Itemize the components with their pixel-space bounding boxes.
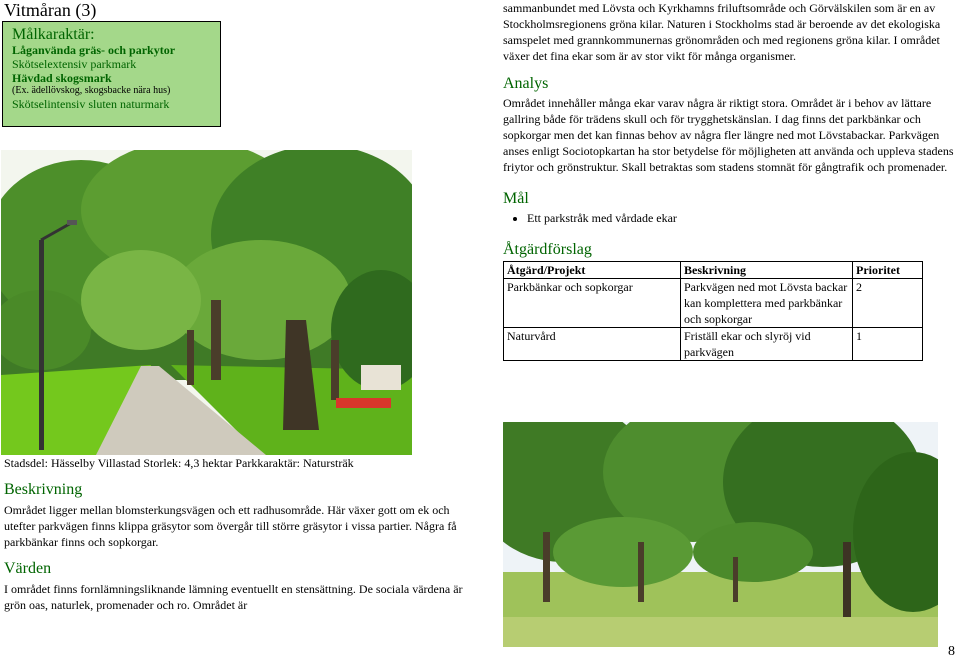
table-header-row [504,262,923,279]
column-header-priority: Prioritet [853,262,923,279]
target-line-1: Låganvända gräs- och parkytor [12,43,176,57]
column-header-action: Åtgärd/Projekt [504,262,681,279]
description-heading: Beskrivning [4,481,83,498]
left-column [4,455,474,613]
analysis-text: Området innehåller många ekar varav några är riktigt stora. Området är i behov av lättare gallring både för trädens skull och för trygghetskänslan. I dag finns det parkbänkar och sopkorgar men det kan finnas behov av några fler längre ned mot Lövstabackar. Parkvägen anses enligt Sociotopkartan ha stor betydelse för möjligheten att använda och uppleva stadens friytor och grönstruktur. Skall betraktas som stadens stomnät för gångtrafik och promenader. [503,96,954,174]
goal-heading: Mål [503,190,529,207]
page-number: 8 [948,644,955,659]
right-column [503,0,955,361]
row-action: Naturvård [504,328,681,361]
park-path-photo [1,150,412,455]
target-character-heading: Målkaraktär: [12,26,95,43]
analysis-heading: Analys [503,75,549,92]
values-text: I området finns fornlämningsliknande lämning eventuellt en stensättning. De sociala värdena är grön oas, naturlek, promenader och ro. Området är [4,582,463,612]
column-header-description: Beskrivning [681,262,853,279]
row-priority: 2 [853,279,923,328]
row-priority: 1 [853,328,923,361]
measures-heading: Åtgärdförslag [503,241,592,258]
measures-table [503,261,923,361]
target-line-3: Hävdad skogsmark [12,71,112,85]
page-title: Vitmåran (3) [4,0,97,20]
target-line-4: (Ex. ädellövskog, skogsbacke nära hus) [12,85,171,96]
target-character-box [2,21,221,127]
woodland-photo [503,422,938,647]
goal-item: • Ett parkstråk med vårdade ekar [527,210,955,226]
continued-text: sammanbundet med Lövsta och Kyrkhamns friluftsområde och Görvälskilen som är en av Stockholmsregionens gröna kilar. Naturen i Stockholms stad är beroende av det ekologiska samspelet med grannkommunernas grönområden och med regionens gröna kilar. I området växer det fina ekar som är av stor vikt för många organismer. [503,1,941,63]
target-line-5: Skötselintensiv sluten naturmark [12,97,170,111]
goal-list [503,210,955,226]
table-row [504,328,923,361]
target-line-2: Skötselextensiv parkmark [12,57,137,71]
row-description: Parkvägen ned mot Lövsta backar kan komplettera med parkbänkar och sopkorgar [681,279,853,328]
district-info: Stadsdel: Hässelby Villastad Storlek: 4,3 hektar Parkkaraktär: Natursträk [4,456,354,470]
values-heading: Värden [4,560,52,577]
row-action: Parkbänkar och sopkorgar [504,279,681,328]
description-text: Området ligger mellan blomsterkungsvägen och ett radhusområde. Här växer gott om ek och utefter parkvägen finns klippa gräsytor som övergår till större gräsytor i vissa partier. Några få parkbänkar finns och sopkorgar. [4,503,457,549]
row-description: Friställ ekar och slyröj vid parkvägen [681,328,853,361]
table-row [504,279,923,328]
